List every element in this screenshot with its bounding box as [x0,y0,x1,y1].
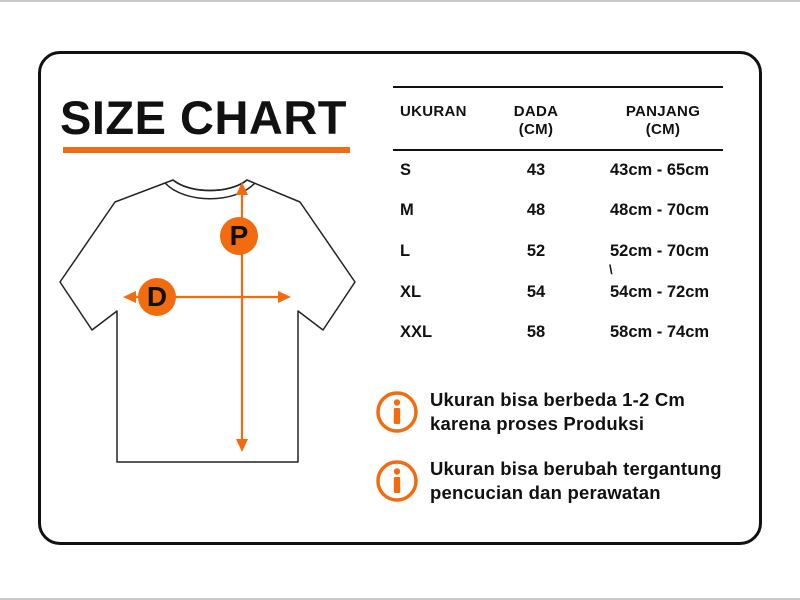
note-text: Ukuran bisa berubah tergantung pencucian dan perawatan [430,458,722,503]
length-cell: 58cm - 74cm [610,323,710,341]
stray-mark: \ [609,262,613,277]
size-cell: L [400,242,411,260]
length-cell: 48cm - 70cm [610,201,710,219]
table-header-rule [393,149,723,151]
table-row [0,199,800,221]
length-cell: 52cm - 70cm [610,242,710,260]
size-cell: M [400,201,414,219]
length-cell: 43cm - 65cm [610,161,710,179]
note-item [375,390,765,450]
table-row [0,240,800,262]
chest-cell: 43 [526,161,546,179]
header-size: UKURAN [400,103,467,120]
title-underline [63,147,350,153]
size-cell: XXL [400,323,433,341]
length-badge: P [220,217,258,255]
info-icon [375,459,419,503]
top-border [0,0,800,2]
size-cell: S [400,161,412,179]
header-length: PANJANG (CM) [625,103,701,138]
chest-cell: 58 [526,323,546,341]
header-chest: DADA (CM) [513,103,559,138]
size-cell: XL [400,283,422,301]
page-title: SIZE CHART [60,91,347,144]
chest-badge: D [138,278,176,316]
note-text: Ukuran bisa berbeda 1-2 Cm karena proses Produksi [430,389,686,434]
info-icon [375,390,419,434]
chest-cell: 54 [526,283,546,301]
chest-cell: 48 [526,201,546,219]
chest-cell: 52 [526,242,546,260]
length-cell: 54cm - 72cm [610,283,710,301]
note-item [375,459,765,519]
table-top-rule [393,86,723,88]
table-row [0,281,800,303]
table-row [0,159,800,181]
table-row [0,321,800,343]
